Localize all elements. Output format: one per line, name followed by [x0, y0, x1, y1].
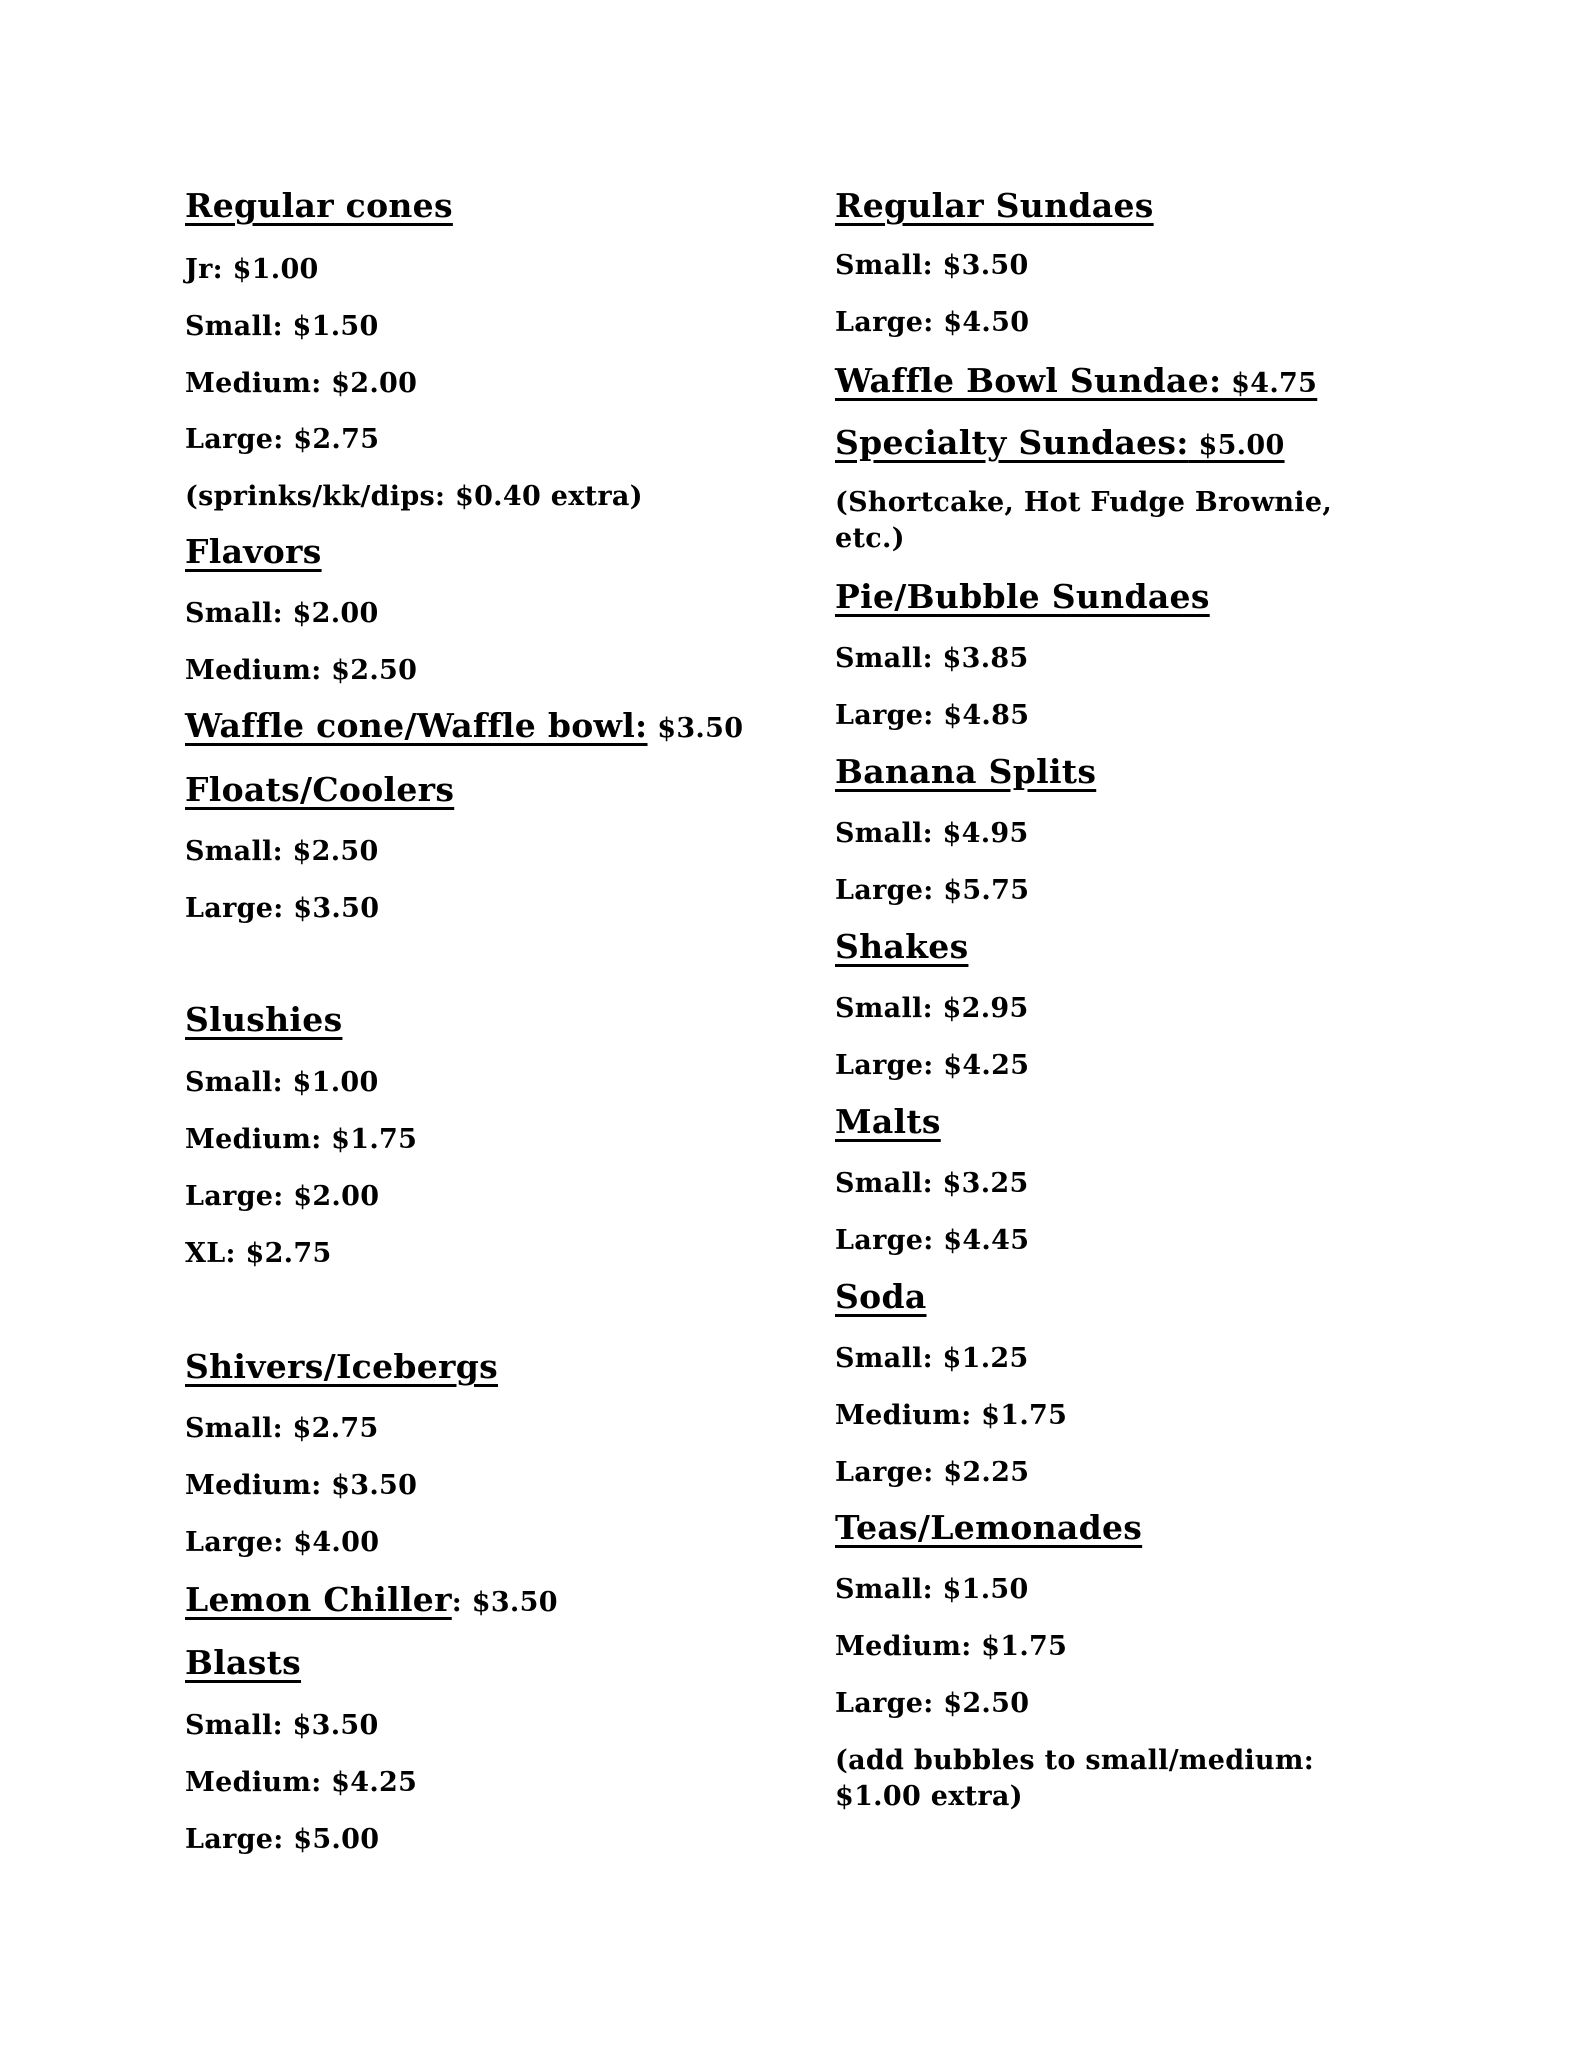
slushies-small: Small: $1.00: [185, 1067, 379, 1098]
banana-splits-small: Small: $4.95: [835, 818, 1029, 849]
regular-sundaes-title: Regular Sundaes: [835, 186, 1154, 225]
malts-title: Malts: [835, 1102, 941, 1141]
regular-cones-large: Large: $2.75: [185, 424, 380, 455]
regular-sundaes-small: Small: $3.50: [835, 250, 1029, 281]
shivers-large: Large: $4.00: [185, 1527, 380, 1558]
malts-large: Large: $4.45: [835, 1225, 1030, 1256]
specialty-sundaes-title: Specialty Sundaes:: [835, 423, 1189, 462]
blasts-title: Blasts: [185, 1643, 302, 1682]
blasts-small: Small: $3.50: [185, 1710, 379, 1741]
lemon-chiller-title: Lemon Chiller: [185, 1580, 452, 1619]
banana-splits-large: Large: $5.75: [835, 875, 1030, 906]
teas-heading: [835, 1508, 1142, 1548]
specialty-sundaes-price: $5.00: [1188, 430, 1285, 461]
teas-note: (add bubbles to small/medium: $1.00 extra): [835, 1745, 1314, 1812]
floats-large: Large: $3.50: [185, 893, 380, 924]
regular-cones-jr: Jr: $1.00: [185, 254, 319, 285]
soda-large: Large: $2.25: [835, 1457, 1030, 1488]
lemon-chiller-price: : $3.50: [451, 1587, 558, 1618]
pie-bubble-heading: [835, 577, 1210, 617]
waffle-cone-title: Waffle cone/Waffle bowl:: [185, 706, 648, 745]
shakes-title: Shakes: [835, 927, 969, 966]
shivers-heading: [185, 1347, 498, 1387]
floats-heading: [185, 770, 454, 810]
shakes-small: Small: $2.95: [835, 993, 1029, 1024]
banana-splits-heading: [835, 752, 1096, 792]
soda-medium: Medium: $1.75: [835, 1400, 1068, 1431]
waffle-bowl-sundae-title: Waffle Bowl Sundae:: [835, 361, 1222, 400]
regular-cones-note: (sprinks/kk/dips: $0.40 extra): [185, 481, 643, 512]
soda-heading: [835, 1277, 927, 1317]
teas-small: Small: $1.50: [835, 1574, 1029, 1605]
regular-sundaes-heading: [835, 186, 1154, 226]
soda-small: Small: $1.25: [835, 1343, 1029, 1374]
shakes-heading: [835, 927, 968, 967]
teas-title: Teas/Lemonades: [835, 1508, 1143, 1547]
blasts-heading: [185, 1643, 301, 1683]
lemon-chiller-heading: [185, 1580, 558, 1623]
floats-small: Small: $2.50: [185, 836, 379, 867]
slushies-medium: Medium: $1.75: [185, 1124, 418, 1155]
waffle-bowl-sundae-heading: [835, 361, 1317, 404]
regular-cones-medium: Medium: $2.00: [185, 368, 418, 399]
slushies-large: Large: $2.00: [185, 1181, 380, 1212]
regular-cones-title: Regular cones: [185, 186, 453, 225]
blasts-medium: Medium: $4.25: [185, 1767, 418, 1798]
flavors-title: Flavors: [185, 532, 322, 571]
specialty-sundaes-note: (Shortcake, Hot Fudge Brownie, etc.): [835, 487, 1333, 554]
regular-cones-heading: [185, 186, 453, 226]
pie-bubble-large: Large: $4.85: [835, 700, 1030, 731]
waffle-bowl-sundae-price: $4.75: [1221, 368, 1318, 399]
teas-medium: Medium: $1.75: [835, 1631, 1068, 1662]
pie-bubble-small: Small: $3.85: [835, 643, 1029, 674]
flavors-medium: Medium: $2.50: [185, 655, 418, 686]
teas-large: Large: $2.50: [835, 1688, 1030, 1719]
malts-heading: [835, 1102, 941, 1142]
specialty-sundaes-heading: [835, 423, 1285, 466]
slushies-heading: [185, 1000, 342, 1040]
regular-sundaes-large: Large: $4.50: [835, 307, 1030, 338]
banana-splits-title: Banana Splits: [835, 752, 1097, 791]
waffle-cone-price: $3.50: [647, 713, 744, 744]
shivers-title: Shivers/Icebergs: [185, 1347, 498, 1386]
slushies-xl: XL: $2.75: [185, 1238, 332, 1269]
flavors-small: Small: $2.00: [185, 598, 379, 629]
blasts-large: Large: $5.00: [185, 1824, 380, 1855]
shakes-large: Large: $4.25: [835, 1050, 1030, 1081]
slushies-title: Slushies: [185, 1000, 343, 1039]
malts-small: Small: $3.25: [835, 1168, 1029, 1199]
shivers-medium: Medium: $3.50: [185, 1470, 418, 1501]
soda-title: Soda: [835, 1277, 927, 1316]
shivers-small: Small: $2.75: [185, 1413, 379, 1444]
pie-bubble-title: Pie/Bubble Sundaes: [835, 577, 1210, 616]
regular-cones-small: Small: $1.50: [185, 311, 379, 342]
floats-title: Floats/Coolers: [185, 770, 455, 809]
flavors-heading: [185, 532, 322, 572]
waffle-cone-heading: [185, 706, 743, 749]
